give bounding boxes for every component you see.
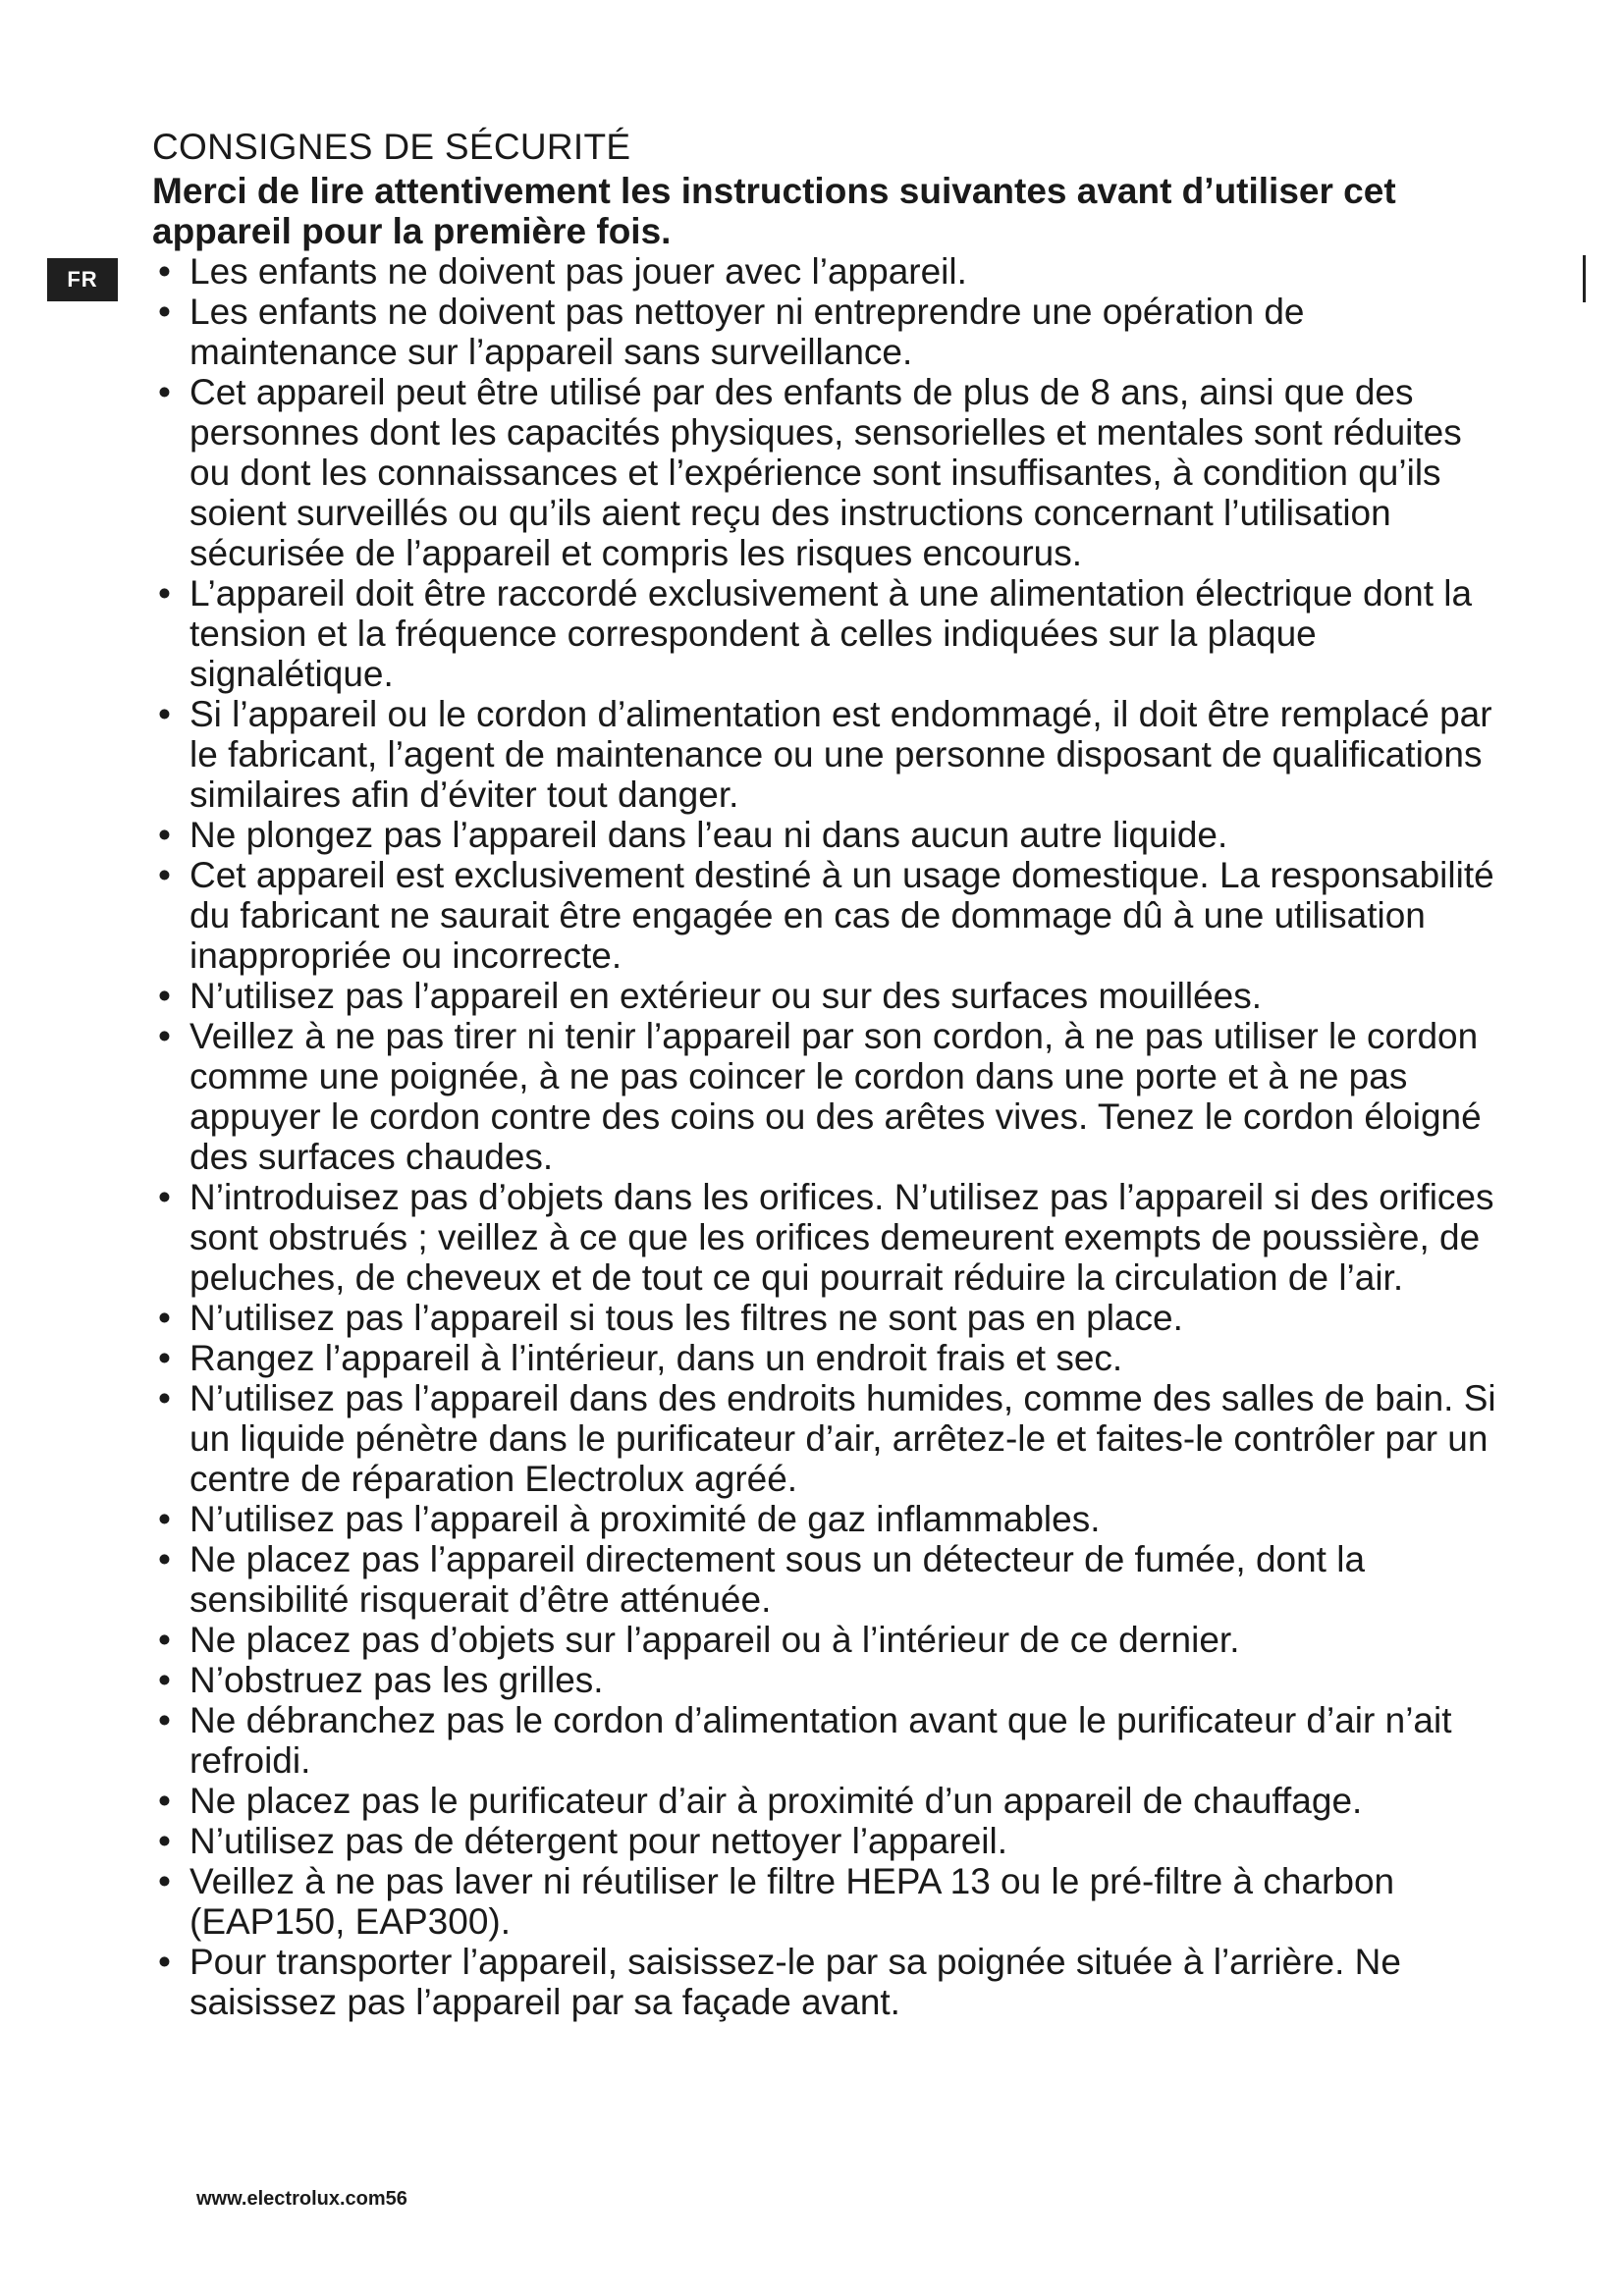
item-text: Cet appareil est exclusivement destiné à un usage domestique. La responsabilité du fabricant ne saurait être engagée en cas de dommage dû à une utilisation inappropriée ou incorrecte. (189, 855, 1494, 976)
bullet-icon: • (158, 1700, 171, 1740)
list-item (152, 372, 1507, 573)
list-item (152, 976, 1507, 1016)
bullet-icon: • (158, 1620, 171, 1660)
bullet-icon: • (158, 1338, 171, 1378)
list-item (152, 1821, 1507, 1861)
list-item (152, 1016, 1507, 1177)
list-item (152, 1700, 1507, 1781)
item-text: Ne placez pas l’appareil directement sous un détecteur de fumée, dont la sensibilité risquerait d’être atténuée. (189, 1539, 1366, 1620)
list-item (152, 1378, 1507, 1499)
item-text: Ne débranchez pas le cordon d’alimentation avant que le purificateur d’air n’ait refroidi. (189, 1700, 1452, 1781)
item-text: Ne placez pas le purificateur d’air à proximité d’un appareil de chauffage. (189, 1781, 1363, 1821)
bullet-icon: • (158, 694, 171, 734)
bullet-icon: • (158, 1016, 171, 1056)
item-text: Veillez à ne pas laver ni réutiliser le filtre HEPA 13 ou le pré-filtre à charbon (EAP150, EAP300). (189, 1861, 1395, 1942)
list-item (152, 1942, 1507, 2022)
safety-section (152, 126, 1507, 2022)
bullet-icon: • (158, 976, 171, 1016)
bullet-icon: • (158, 1177, 171, 1217)
list-item (152, 1539, 1507, 1620)
list-item (152, 1660, 1507, 1700)
bullet-icon: • (158, 251, 171, 292)
list-item (152, 251, 1507, 292)
list-item (152, 855, 1507, 976)
section-title: CONSIGNES DE SÉCURITÉ (152, 127, 631, 167)
item-text: Rangez l’appareil à l’intérieur, dans un endroit frais et sec. (189, 1338, 1123, 1378)
item-text: Pour transporter l’appareil, saisissez-le par sa poignée située à l’arrière. Ne saisissez pas l’appareil par sa façade avant. (189, 1942, 1401, 2022)
item-text: N’utilisez pas l’appareil en extérieur ou sur des surfaces mouillées. (189, 976, 1263, 1016)
bullet-icon: • (158, 372, 171, 412)
safety-rules-list (152, 251, 1507, 2022)
item-text: Les enfants ne doivent pas nettoyer ni entreprendre une opération de maintenance sur l’appareil sans surveillance. (189, 292, 1305, 372)
item-text: Veillez à ne pas tirer ni tenir l’appareil par son cordon, à ne pas utiliser le cordon comme une poignée, à ne pas coincer le cordon dans une porte et à ne pas appuyer le cordon contre des coins ou des arêtes vives. Tenez le cordon éloigné des surfaces chaudes. (189, 1016, 1482, 1177)
bullet-icon: • (158, 1942, 171, 1982)
list-item (152, 292, 1507, 372)
list-item (152, 1298, 1507, 1338)
bullet-icon: • (158, 1298, 171, 1338)
bullet-icon: • (158, 1821, 171, 1861)
bullet-icon: • (158, 292, 171, 332)
bullet-icon: • (158, 573, 171, 614)
list-item (152, 1861, 1507, 1942)
bullet-icon: • (158, 855, 171, 895)
item-text: Ne plongez pas l’appareil dans l’eau ni dans aucun autre liquide. (189, 815, 1228, 855)
item-text: Si l’appareil ou le cordon d’alimentation est endommagé, il doit être remplacé par le fabricant, l’agent de maintenance ou une personne disposant de qualifications similaires afin d’éviter tout danger. (189, 694, 1492, 815)
item-text: N’utilisez pas l’appareil dans des endroits humides, comme des salles de bain. Si un liquide pénètre dans le purificateur d’air, arrêtez-le et faites-le contrôler par un centre de réparation Electrolux agréé. (189, 1378, 1496, 1499)
list-item (152, 573, 1507, 694)
list-item (152, 1781, 1507, 1821)
list-item (152, 815, 1507, 855)
list-item (152, 1499, 1507, 1539)
item-text: N’obstruez pas les grilles. (189, 1660, 604, 1700)
footer-website-link[interactable]: www.electrolux.com56 (196, 2188, 407, 2210)
bullet-icon: • (158, 1781, 171, 1821)
list-item (152, 1177, 1507, 1298)
bullet-icon: • (158, 1539, 171, 1579)
item-text: N’utilisez pas de détergent pour nettoyer l’appareil. (189, 1821, 1007, 1861)
intro-text: Merci de lire attentivement les instructions suivantes avant d’utiliser cet appareil pour la première fois. (152, 171, 1396, 251)
list-item (152, 1338, 1507, 1378)
item-text: N’utilisez pas l’appareil si tous les filtres ne sont pas en place. (189, 1298, 1183, 1338)
item-text: Les enfants ne doivent pas jouer avec l’appareil. (189, 251, 967, 292)
item-text: L’appareil doit être raccordé exclusivement à une alimentation électrique dont la tension et la fréquence correspondent à celles indiquées sur la plaque signalétique. (189, 573, 1473, 694)
bullet-icon: • (158, 1861, 171, 1901)
list-item (152, 1620, 1507, 1660)
language-tab: FR (47, 258, 118, 301)
bullet-icon: • (158, 1499, 171, 1539)
bullet-icon: • (158, 815, 171, 855)
margin-mark (1583, 255, 1586, 302)
bullet-icon: • (158, 1378, 171, 1418)
item-text: N’introduisez pas d’objets dans les orifices. N’utilisez pas l’appareil si des orifices sont obstrués ; veillez à ce que les orifices demeurent exempts de poussière, de peluches, de cheveux et de tout ce qui pourrait réduire la circulation de l’air. (189, 1177, 1494, 1298)
item-text: Cet appareil peut être utilisé par des enfants de plus de 8 ans, ainsi que des personnes dont les capacités physiques, sensorielles et mentales sont réduites ou dont les connaissances et l’expérience sont insuffisantes, à condition qu’ils soient surveillés ou qu’ils aient reçu des instructions concernant l’utilisation sécurisée de l’appareil et compris les risques encourus. (189, 372, 1462, 573)
item-text: Ne placez pas d’objets sur l’appareil ou à l’intérieur de ce dernier. (189, 1620, 1240, 1660)
bullet-icon: • (158, 1660, 171, 1700)
item-text: N’utilisez pas l’appareil à proximité de gaz inflammables. (189, 1499, 1101, 1539)
list-item (152, 694, 1507, 815)
